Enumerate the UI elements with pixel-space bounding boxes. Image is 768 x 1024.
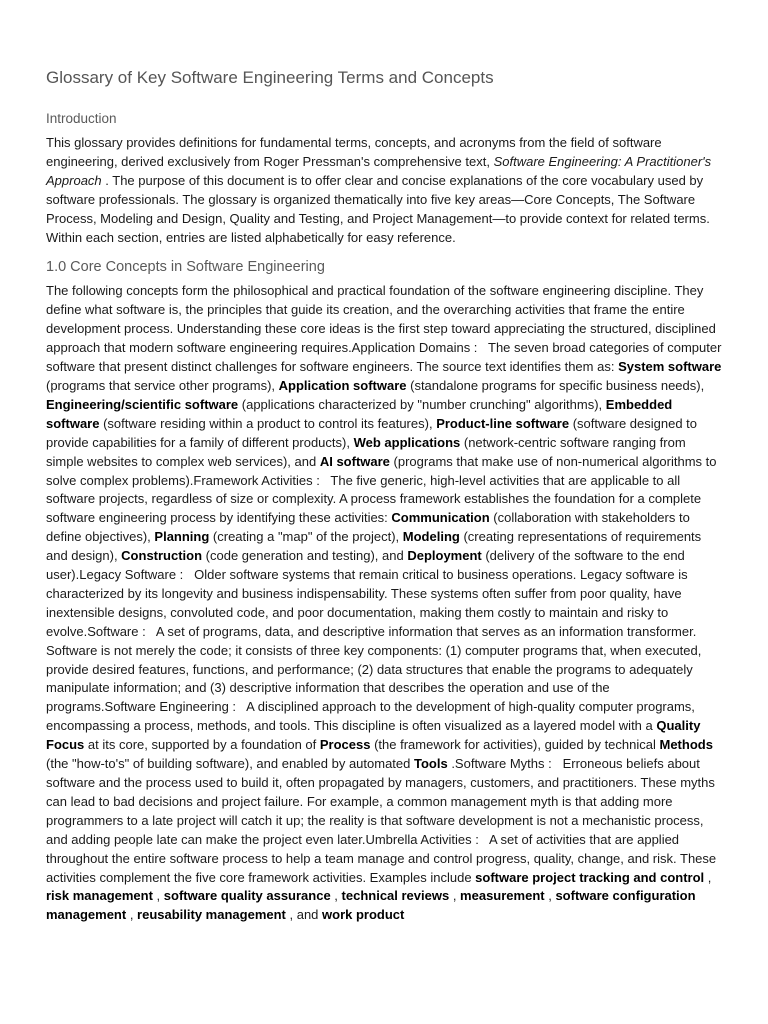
body-text: (creating a "map" of the project), <box>209 529 403 545</box>
intro-heading: Introduction <box>46 111 117 126</box>
body-text: , and <box>285 907 323 923</box>
bold-term: Process <box>319 737 371 753</box>
body-text: , <box>449 888 461 904</box>
intro-text-part-2: . The purpose of this document is to offer clear and concise explanations of the core vocabulary used by software professionals. The glossary is organized thematically into five key areas—Core Concepts, The Software Process, Modeling and Design, Quality and Testing, and Project Management—to provide context for related terms. Within each section, entries are listed alphabetically for easy reference. <box>46 172 710 245</box>
bold-term: Product-line software <box>436 415 570 431</box>
bold-term: software configuration management <box>46 888 696 923</box>
body-text: (code generation and testing), and <box>202 548 408 564</box>
body-text: (collaboration with stakeholders to define objectives), <box>46 510 690 545</box>
bold-term: Tools <box>414 756 448 772</box>
bold-term: measurement <box>460 888 545 904</box>
body-text: (programs that make use of non-numerical algorithms to solve complex problems).Framework Activities : The five generic, high-level activities that are applicable to all software projects, regardless of size or complexity. A process framework establishes the foundation for a complete software engineering process by identifying these activities: <box>46 453 717 526</box>
bold-term: Web applications <box>353 434 461 450</box>
body-text: , <box>544 888 556 904</box>
bold-term: Communication <box>391 510 490 526</box>
body-text: at its core, supported by a foundation of <box>84 737 320 753</box>
body-text: (applications characterized by "number crunching" algorithms), <box>238 396 606 412</box>
book-title: Software Engineering: A Practitioner's Approach <box>46 153 712 188</box>
body-text: The following concepts form the philosophical and practical foundation of the software engineering discipline. They define what software is, the principles that guide its creation, and the overarching activities that frame the entire development process. Understanding these core ideas is the first step toward appreciating the structured, disciplined approach that modern software engineering requires.Application Domains : The seven broad categories of computer software that present distinct challenges for software engineers. The source text identifies them as: <box>46 283 722 375</box>
section-1-heading: 1.0 Core Concepts in Software Engineering <box>46 259 325 276</box>
intro-paragraph <box>46 134 722 247</box>
body-text: , <box>126 907 138 923</box>
bold-term: risk management <box>46 888 153 904</box>
section-1-paragraph <box>46 282 722 925</box>
bold-term: Embedded software <box>46 396 673 431</box>
bold-term: software quality assurance <box>163 888 331 904</box>
bold-term: work product <box>322 907 405 923</box>
body-text: (software residing within a product to control its features), <box>99 415 437 431</box>
body-text: (network-centric software ranging from simple websites to complex web services), and <box>46 434 686 469</box>
body-text: (the "how-to's" of building software), and enabled by automated <box>46 756 414 772</box>
bold-term: Engineering/scientific software <box>46 396 239 412</box>
bold-term: Construction <box>121 548 203 564</box>
body-text: .Software Myths : Erroneous beliefs about software and the process used to build it, often propagated by managers, customers, and practitioners. These myths can lead to bad decisions and project failure. For example, a common management myth is that adding more programmers to a late project will catch it up; the reality is that software development is not a mechanistic process, and adding people late can make the project even later.Umbrella Activities : A set of activities that are applied throughout the entire software process to help a team manage and control progress, quality, change, and risk. These activities complement the five core framework activities. Examples include <box>46 756 717 885</box>
bold-term: AI software <box>319 453 390 469</box>
body-text: (standalone programs for specific business needs), <box>406 377 705 393</box>
bold-term: Methods <box>659 737 713 753</box>
bold-term: software project tracking and control <box>475 869 705 885</box>
bold-term: Quality Focus <box>46 718 701 753</box>
body-text: , <box>152 888 164 904</box>
body-text: , <box>704 869 712 885</box>
bold-term: Modeling <box>402 529 460 545</box>
bold-term: reusability management <box>137 907 286 923</box>
body-text: (programs that service other programs), <box>46 377 279 393</box>
bold-term: Application software <box>278 377 407 393</box>
body-text: (delivery of the software to the end user).Legacy Software : Older software systems that remain critical to business operations. Legacy software is characterized by its longevity and business indispensability. These systems often suffer from poor quality, have inextensible designs, convoluted code, and poor documentation, making them costly to maintain and risky to evolve.Software : A set of programs, data, and descriptive information that serves as an information transformer. Software is not merely the code; it consists of three key components: (1) computer programs that, when executed, provide desired features, functions, and performance; (2) data structures that enable the programs to adequately manipulate information; and (3) descriptive information that describes the operation and use of the programs.Software Engineering : A disciplined approach to the development of high-quality computer programs, encompassing a process, methods, and tools. This discipline is often visualized as a layered model with a <box>46 548 702 734</box>
body-text: (software designed to provide capabilities for a family of different products), <box>46 415 698 450</box>
document-title: Glossary of Key Software Engineering Terms and Concepts <box>46 68 494 87</box>
bold-term: System software <box>618 359 722 375</box>
bold-term: Deployment <box>407 548 482 564</box>
body-text: (creating representations of requirements and design), <box>46 529 702 564</box>
intro-text-part-1: This glossary provides definitions for fundamental terms, concepts, and acronyms from the field of software engineering, derived exclusively from Roger Pressman's comprehensive text, <box>46 135 662 169</box>
bold-term: technical reviews <box>341 888 450 904</box>
body-text: (the framework for activities), guided by technical <box>370 737 660 753</box>
body-text: , <box>330 888 342 904</box>
bold-term: Planning <box>154 529 210 545</box>
